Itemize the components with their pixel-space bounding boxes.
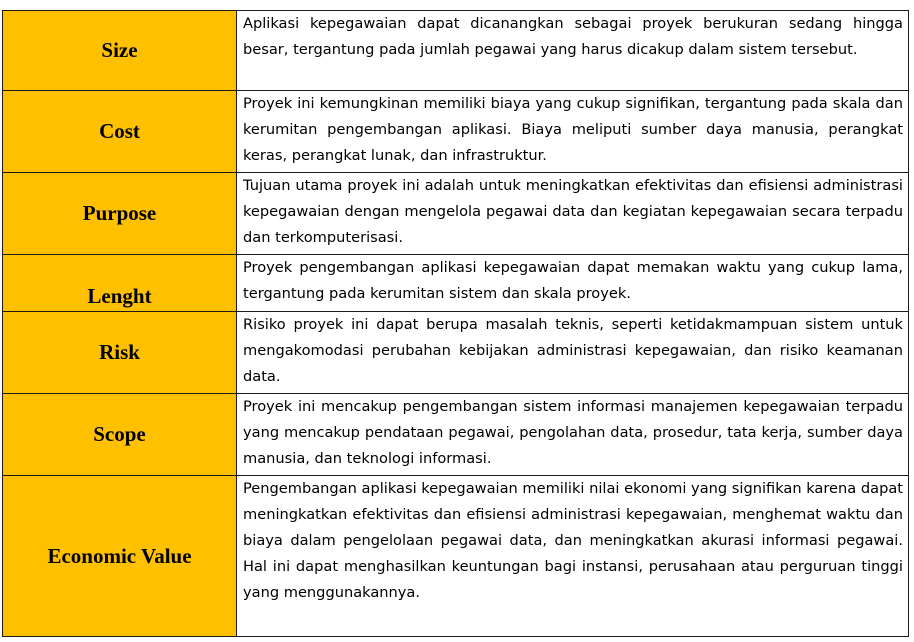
table-row-risk [3, 312, 909, 394]
row-description-scope: Proyek ini mencakup pengembangan sistem informasi manajemen kepegawaian terpadu yang mencakup pendataan pegawai, pengolahan data, prosedur, tata kerja, sumber daya manusia, dan teknologi informasi. [237, 394, 909, 476]
row-description-economic-value: Pengembangan aplikasi kepegawaian memiliki nilai ekonomi yang signifikan karena dapat meningkatkan efektivitas dan efisiensi administrasi kepegawaian, menghemat waktu dan biaya dalam pengelolaan pegawai data, dan meningkatkan akurasi informasi pegawai. Hal ini dapat menghasilkan keuntungan bagi instansi, perusahaan atau perguruan tinggi yang menggunakannya. [237, 476, 909, 637]
row-description-length: Proyek pengembangan aplikasi kepegawaian dapat memakan waktu yang cukup lama, tergantung pada kerumitan sistem dan skala proyek. [237, 255, 909, 312]
row-label-length: Lenght [3, 255, 237, 312]
row-label-cost: Cost [3, 91, 237, 173]
row-description-size: Aplikasi kepegawaian dapat dicanangkan sebagai proyek berukuran sedang hingga besar, tergantung pada jumlah pegawai yang harus dicakup dalam sistem tersebut. [237, 11, 909, 91]
row-label-economic-value: Economic Value [3, 476, 237, 637]
table-row-economic-value [3, 476, 909, 637]
row-label-purpose: Purpose [3, 173, 237, 255]
table-row-length [3, 255, 909, 312]
row-description-risk: Risiko proyek ini dapat berupa masalah teknis, seperti ketidakmampuan sistem untuk mengakomodasi perubahan kebijakan administrasi kepegawaian, dan risiko keamanan data. [237, 312, 909, 394]
row-label-scope: Scope [3, 394, 237, 476]
table-row-scope [3, 394, 909, 476]
table-row-purpose [3, 173, 909, 255]
table-row-cost [3, 91, 909, 173]
project-attributes-table [2, 10, 909, 637]
row-description-cost: Proyek ini kemungkinan memiliki biaya yang cukup signifikan, tergantung pada skala dan kerumitan pengembangan aplikasi. Biaya meliputi sumber daya manusia, perangkat keras, perangkat lunak, dan infrastruktur. [237, 91, 909, 173]
row-label-size: Size [3, 11, 237, 91]
table-row-size [3, 11, 909, 91]
row-description-purpose: Tujuan utama proyek ini adalah untuk meningkatkan efektivitas dan efisiensi administrasi kepegawaian dengan mengelola pegawai data dan kegiatan kepegawaian secara terpadu dan terkomputerisasi. [237, 173, 909, 255]
row-label-risk: Risk [3, 312, 237, 394]
